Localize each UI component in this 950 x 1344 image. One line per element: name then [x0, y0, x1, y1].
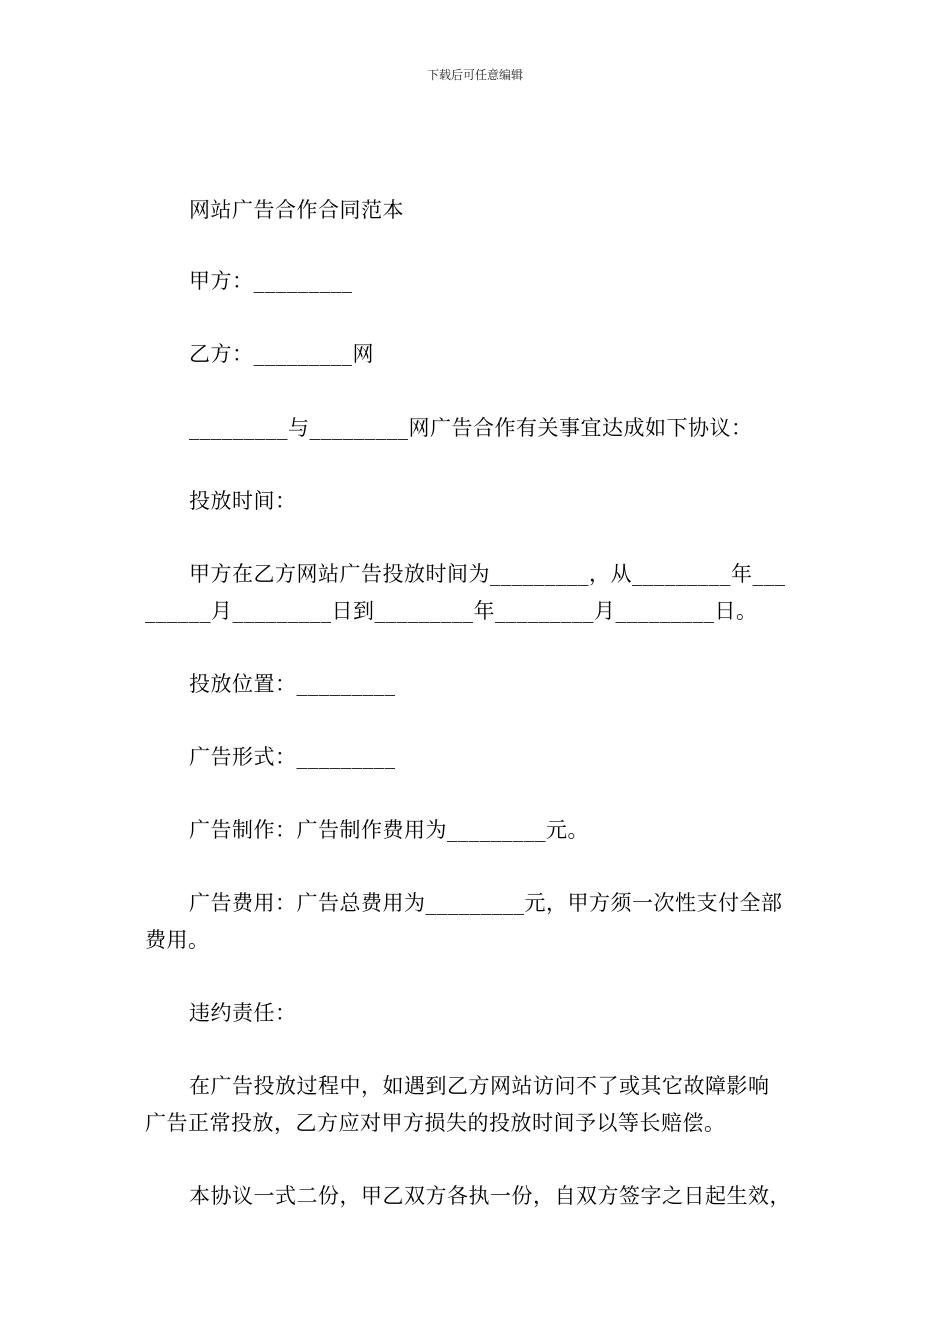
ad-fee-line-2: 费用。	[145, 928, 210, 952]
breach-heading: 违约责任：	[189, 1001, 297, 1025]
page-header-note: 下载后可任意编辑	[426, 68, 523, 82]
party-a-line: 甲方：_________	[189, 269, 353, 293]
ad-format-line: 广告形式：_________	[189, 745, 396, 769]
placement-position-line: 投放位置：_________	[189, 672, 396, 696]
placement-time-heading: 投放时间：	[189, 489, 297, 513]
placement-time-line-2: ______月_________日到_________年_________月_________日。	[145, 599, 758, 623]
breach-line-1: 在广告投放过程中，如遇到乙方网站访问不了或其它故障影响	[189, 1074, 770, 1098]
party-b-line: 乙方：_________网	[189, 342, 374, 366]
document-title: 网站广告合作合同范本	[189, 198, 404, 222]
breach-line-2: 广告正常投放，乙方应对甲方损失的投放时间予以等长赔偿。	[145, 1111, 726, 1135]
ad-production-line: 广告制作：广告制作费用为_________元。	[189, 818, 589, 842]
closing-line-1: 本协议一式二份，甲乙双方各执一份，自双方签字之日起生效，	[189, 1184, 791, 1208]
placement-time-line-1: 甲方在乙方网站广告投放时间为_________，从_________年___	[189, 562, 786, 586]
ad-fee-line-1: 广告费用：广告总费用为_________元，甲方须一次性支付全部	[189, 891, 783, 915]
intro-line: _________与_________网广告合作有关事宜达成如下协议：	[189, 416, 753, 440]
